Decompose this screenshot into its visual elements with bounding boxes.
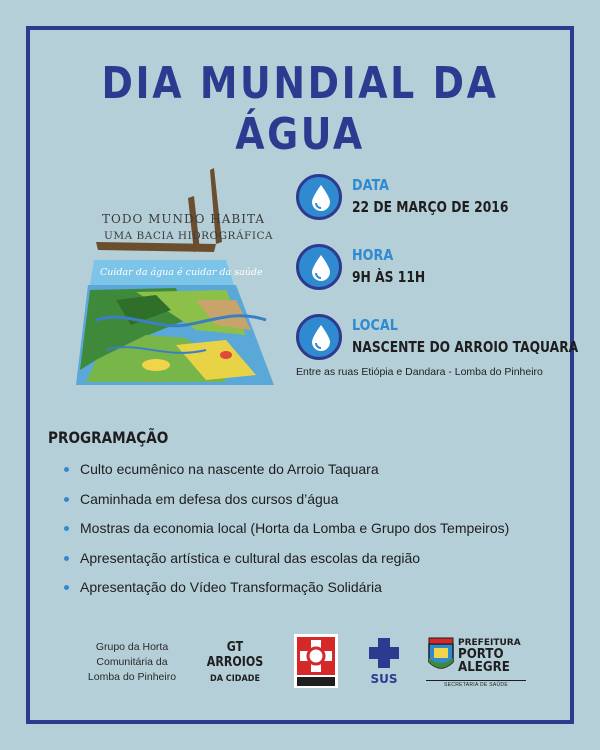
sus-logo: SUS xyxy=(367,636,401,688)
list-item: Mostras da economia local (Horta da Lomba e Grupo dos Tempeiros) xyxy=(64,520,509,550)
local-address: Entre as ruas Etiópia e Dandara - Lomba do Pinheiro xyxy=(296,366,543,378)
prefeitura-porto-alegre-logo: PREFEITURA PORTO ALEGRE SECRETARIA DE SAÚDE xyxy=(426,636,526,688)
bullet-icon xyxy=(64,556,69,561)
slogan-line-2: UMA BACIA HIDROGRÁFICA xyxy=(104,230,274,242)
list-item: Apresentação artística e cultural das escolas da região xyxy=(64,550,509,580)
page-title: DIA MUNDIAL DA ÁGUA xyxy=(101,58,499,160)
horta-logo: Grupo da Horta Comunitária da Lomba do Pinheiro xyxy=(87,641,177,683)
water-drop-icon xyxy=(296,174,342,220)
slogan-line-1: TODO MUNDO HABITA xyxy=(102,212,265,226)
bullet-icon xyxy=(64,585,69,590)
coat-of-arms-icon xyxy=(426,636,456,676)
time-label: HORA xyxy=(352,246,394,264)
date-label: DATA xyxy=(352,176,390,194)
date-value: 22 DE MARÇO DE 2016 xyxy=(352,198,509,216)
gt-arroios-logo: GT ARROIOS DA CIDADE xyxy=(206,640,264,684)
local-label: LOCAL xyxy=(352,316,398,334)
water-drop-icon xyxy=(296,314,342,360)
time-value: 9H ÀS 11H xyxy=(352,268,426,286)
cgvs-logo xyxy=(294,634,338,688)
slogan-line-3: Cuidar da água é cuidar da saúde xyxy=(100,267,263,278)
programacao-list xyxy=(64,461,509,609)
bullet-icon xyxy=(64,497,69,502)
bullet-icon xyxy=(64,526,69,531)
programacao-title: PROGRAMAÇÃO xyxy=(48,428,169,447)
water-drop-icon xyxy=(296,244,342,290)
list-item: Culto ecumênico na nascente do Arroio Taquara xyxy=(64,461,509,491)
cross-icon xyxy=(367,636,401,670)
watershed-illustration xyxy=(76,160,276,390)
list-item: Apresentação do Vídeo Transformação Solidária xyxy=(64,579,509,609)
bullet-icon xyxy=(64,467,69,472)
list-item: Caminhada em defesa dos cursos d’água xyxy=(64,491,509,521)
local-value: NASCENTE DO ARROIO TAQUARA xyxy=(352,338,579,356)
